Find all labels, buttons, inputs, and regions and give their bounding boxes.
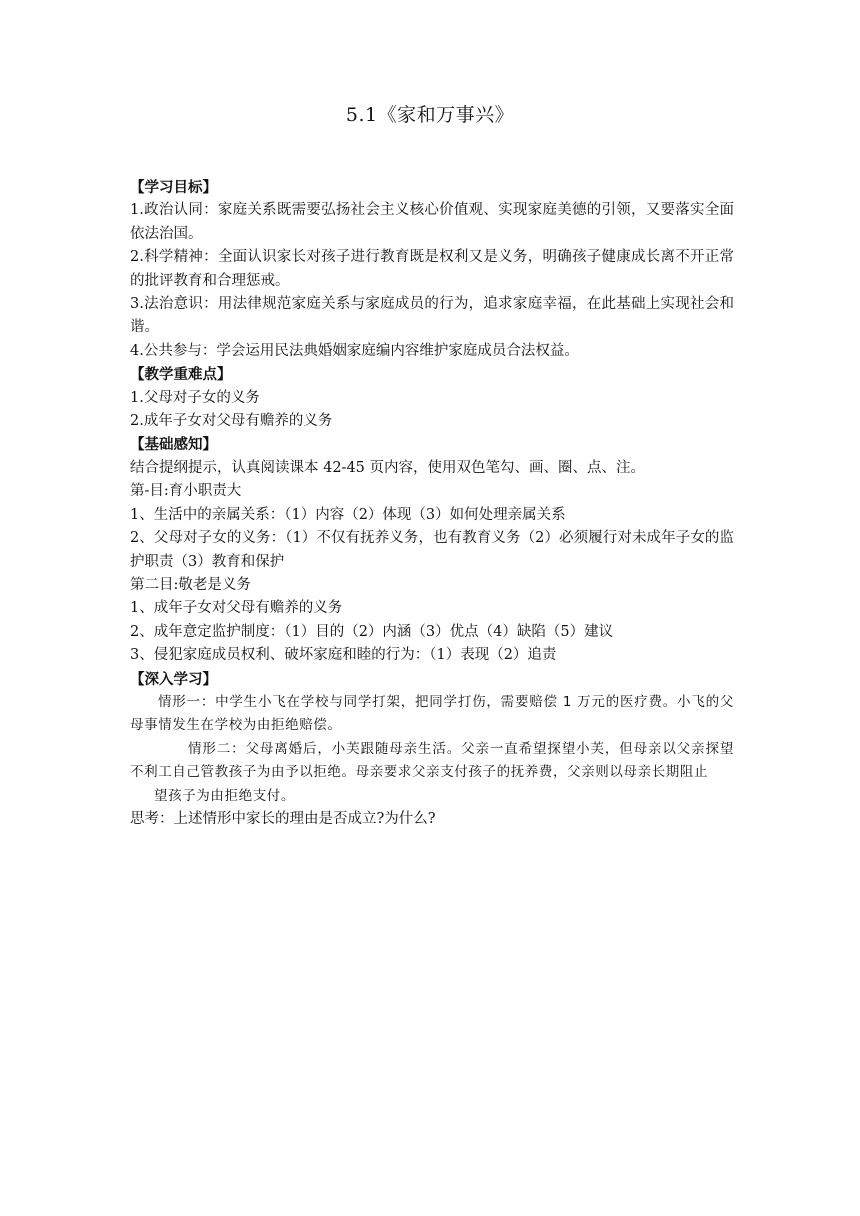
part1-item: 1、生活中的亲属关系：（1）内容（2）体现（3）如何处理亲属关系 xyxy=(130,506,566,523)
objective-item: 1.政治认同：家庭关系既需要弘扬社会主义核心价值观、实现家庭美德的引领，又要落实全面依法治国。 xyxy=(130,202,734,242)
key-point-item: 1.父母对子女的义务 xyxy=(130,389,260,406)
deep-study-heading: 【深入学习】 xyxy=(130,670,217,688)
part2-item: 2、成年意定监护制度：（1）目的（2）内涵（3）优点（4）缺陷（5）建议 xyxy=(130,623,614,640)
document-body xyxy=(130,176,734,831)
objective-item: 4.公共参与：学会运用民法典婚姻家庭编内容维护家庭成员合法权益。 xyxy=(130,342,579,359)
key-points-heading: 【教学重难点】 xyxy=(130,366,232,384)
objective-item: 2.科学精神：全面认识家长对孩子进行教育既是权利又是义务，明确孩子健康成长离不开正常的批评教育和合理惩戒。 xyxy=(130,249,734,289)
objectives-heading: 【学习目标】 xyxy=(130,179,217,196)
part2-item: 3、侵犯家庭成员权利、破坏家庭和睦的行为：（1）表现（2）追责 xyxy=(130,647,557,664)
case-two: 情形二：父母离婚后，小芙跟随母亲生活。父亲一直希望探望小芙，但母亲以父亲探望不利工自己管教孩子为由予以拒绝。母亲要求父亲支付孩子的抚养费，父亲则以母亲长期阻止 xyxy=(130,740,734,781)
page-title: 5.1《家和万事兴》 xyxy=(345,104,515,126)
objective-item: 3.法治意识：用法律规范家庭关系与家庭成员的行为，追求家庭幸福，在此基础上实现社会和谐。 xyxy=(130,296,734,336)
part2-item: 1、成年子女对父母有赡养的义务 xyxy=(130,600,343,617)
key-point-item: 2.成年子女对父母有赡养的义务 xyxy=(130,413,333,430)
part1-title: 第-目:育小职责大 xyxy=(130,483,242,500)
basics-intro: 结合提纲提示，认真阅读课本 42-45 页内容，使用双色笔勾、画、圈、点、注。 xyxy=(130,459,646,476)
thinking-question: 思考：上述情形中家长的理由是否成立?为什么? xyxy=(130,810,436,827)
case-two-continued: 望孩子为由拒绝支付。 xyxy=(154,787,295,804)
basics-heading: 【基础感知】 xyxy=(130,436,217,454)
part1-item: 2、父母对子女的义务：（1）不仅有抚养义务，也有教育义务（2）必须履行对未成年子女的监护职责（3）教育和保护 xyxy=(130,530,734,570)
case-one: 情形一：中学生小飞在学校与同学打架，把同学打伤，需要赔偿 1 万元的医疗费。小飞的父母事情发生在学校为由拒绝赔偿。 xyxy=(130,693,734,734)
part2-title: 第二目:敬老是义务 xyxy=(130,576,251,593)
